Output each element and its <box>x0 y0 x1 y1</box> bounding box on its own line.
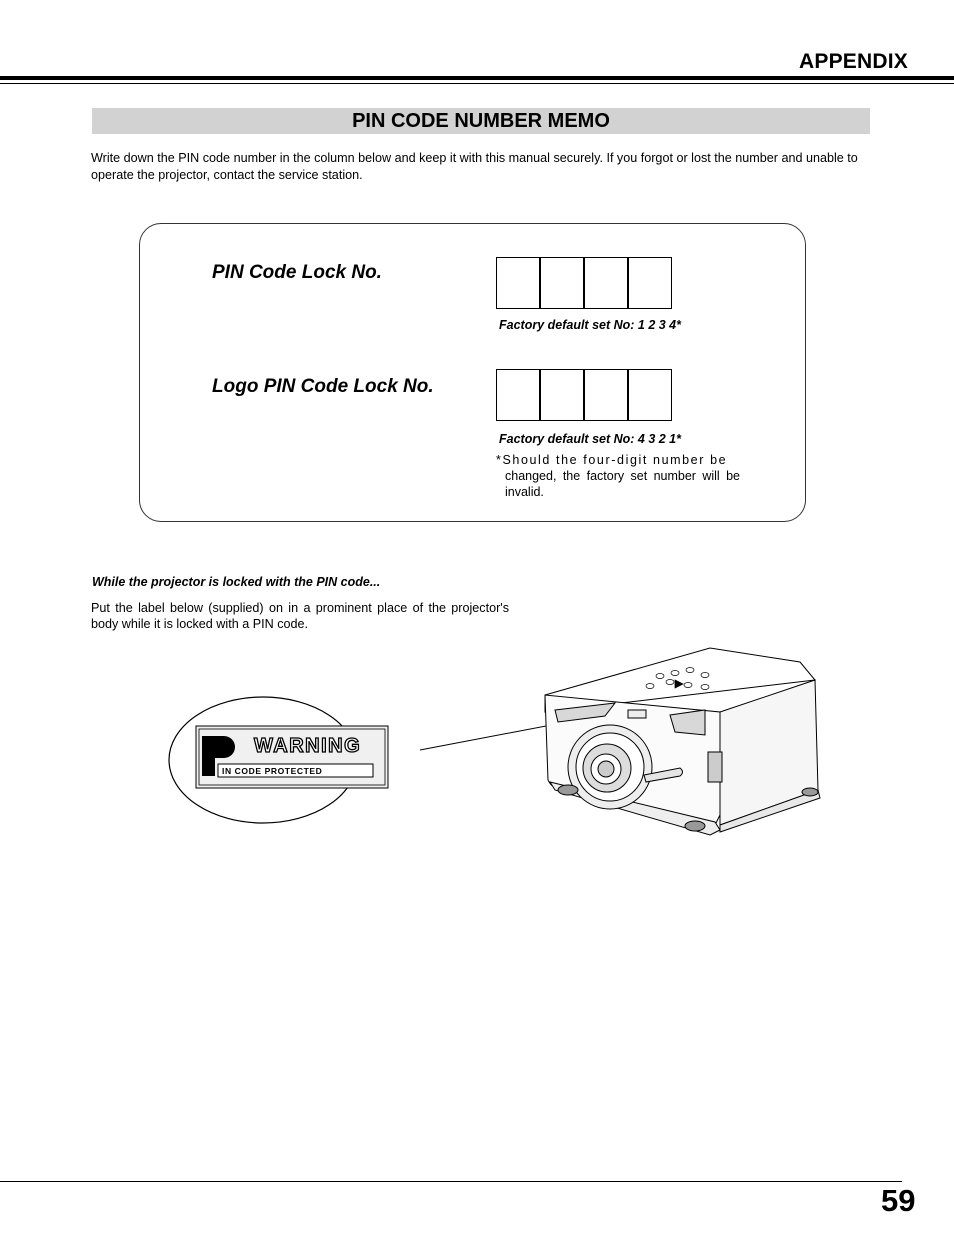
digit-box[interactable] <box>584 369 628 421</box>
logo-pin-digit-boxes <box>496 369 672 421</box>
projector-body <box>545 648 820 835</box>
digit-box[interactable] <box>628 369 672 421</box>
pin-code-protected-text: IN CODE PROTECTED <box>222 766 323 776</box>
pin-code-lock-label: PIN Code Lock No. <box>212 262 382 283</box>
pin-factory-default: Factory default set No: 1 2 3 4* <box>499 318 682 332</box>
header-rule-thin <box>0 83 954 84</box>
projector-illustration <box>160 640 840 840</box>
logo-pin-code-lock-label: Logo PIN Code Lock No. <box>212 376 434 397</box>
warning-label <box>196 726 388 788</box>
page-number: 59 <box>881 1183 916 1218</box>
digit-box[interactable] <box>496 369 540 421</box>
digit-box[interactable] <box>496 257 540 309</box>
digit-box[interactable] <box>584 257 628 309</box>
note-line-rest: changed, the factory set number will be invalid. <box>505 469 740 499</box>
intro-paragraph: Write down the PIN code number in the column below and keep it with this manual securely. If you forgot or lost the number and unable to operate the projector, contact the service station. <box>91 151 858 182</box>
section-title: PIN CODE NUMBER MEMO <box>92 108 870 134</box>
warning-text: WARNING <box>254 735 362 757</box>
factory-note <box>496 452 740 500</box>
appendix-header: APPENDIX <box>799 50 908 73</box>
digit-box[interactable] <box>540 257 584 309</box>
header-rule <box>0 76 954 80</box>
digit-box[interactable] <box>628 257 672 309</box>
locked-paragraph: Put the label below (supplied) on in a prominent place of the projector's body while it is locked with a PIN code. <box>91 601 509 631</box>
locked-heading: While the projector is locked with the PIN code... <box>92 575 381 589</box>
footer-rule <box>0 1181 902 1182</box>
note-line-1: *Should the four-digit number be <box>496 453 728 467</box>
logo-factory-default: Factory default set No: 4 3 2 1* <box>499 432 682 446</box>
digit-box[interactable] <box>540 369 584 421</box>
pin-code-digit-boxes <box>496 257 672 309</box>
